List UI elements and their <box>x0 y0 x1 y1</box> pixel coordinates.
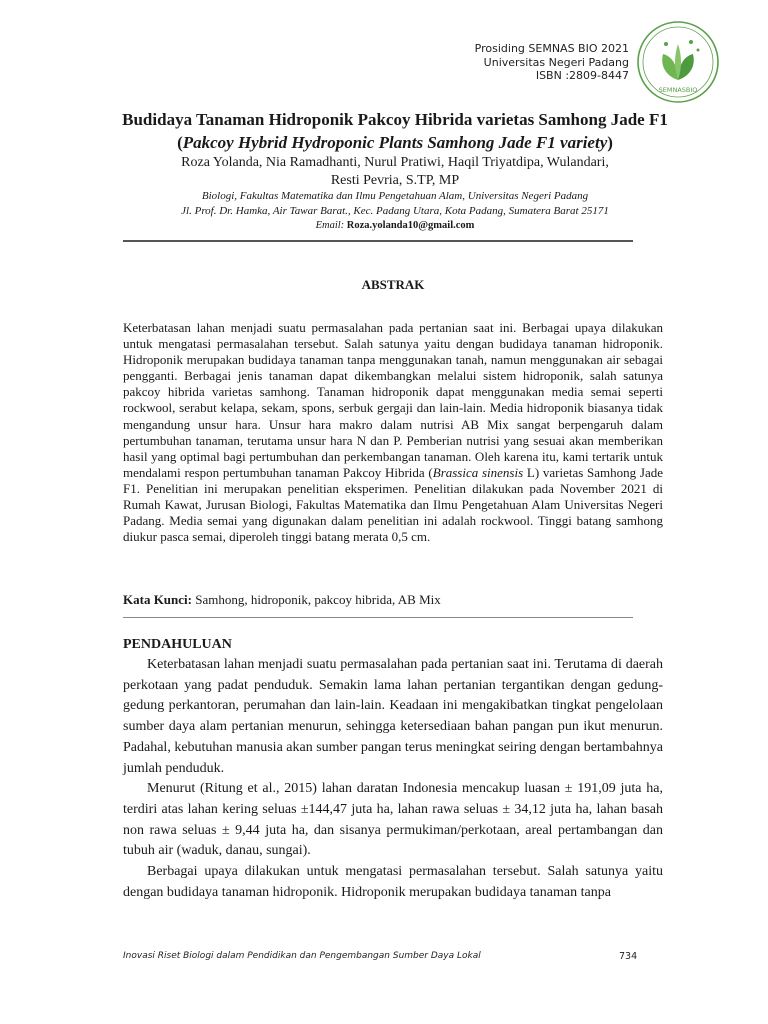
authors-line-1: Roza Yolanda, Nia Ramadhanti, Nurul Pratiwi, Haqil Triyatdipa, Wulandari, <box>181 155 609 170</box>
paper-title <box>100 108 690 154</box>
affiliation-line-2: Jl. Prof. Dr. Hamka, Air Tawar Barat., Kec. Padang Utara, Kota Padang, Sumatera Barat 25171 <box>181 205 609 217</box>
authors-line-2: Resti Pevria, S.TP, MP <box>330 173 460 188</box>
abstract-heading: ABSTRAK <box>361 277 425 292</box>
email-line <box>100 219 690 232</box>
keywords-value: Samhong, hidroponik, pakcoy hibrida, AB Mix <box>191 592 441 607</box>
university-name: Universitas Negeri Padang <box>483 55 629 69</box>
proceedings-name: Prosiding SEMNAS BIO 2021 <box>474 42 629 55</box>
keywords-label: Kata Kunci: <box>123 592 192 607</box>
keywords <box>123 592 663 608</box>
species-name: Brassica sinensis <box>432 464 524 480</box>
abstract-text <box>123 320 663 545</box>
semnasbio-logo <box>636 20 720 104</box>
abstract-part-1: Keterbatasan lahan menjadi suatu permasalahan pada pertanian saat ini. Berbagai upaya dilakukan untuk mengatasi permasalahan tersebut. Salah satunya yaitu dengan budidaya tanaman hidroponik. Hidroponik merupakan budidaya tanaman tanpa menggunakan tanah, namun menggunakan air sebagai pengganti. Berbagai jenis tanaman dapat dikembangkan melalui sistem hidroponik, salah satunya pakcoy hibrida varietas samhong. Tanaman hidroponik dapat menggunakan media semai seperti rockwool, serabut kelapa, sekam, spons, serbuk gergaji dan lain-lain. Media hidroponik biasanya tidak mengandung unsur hara. Unsur hara makro dalam nutrisi AB Mix sangat berpengaruh dalam pertumbuhan tanaman, terutama unsur hara N dan P. Pemberian nutrisi yang sesuai akan memberikan hasil yang optimal bagi pertumbuhan dan perkembangan tanaman. Oleh karena itu, kami tertarik untuk mendalami respon pertumbuhan tanaman Pakcoy Hibrida ( <box>123 320 663 480</box>
title-main: Budidaya Tanaman Hidroponik Pakcoy Hibrida varietas Samhong Jade F1 ( <box>122 110 668 152</box>
isbn: ISBN :2809-8447 <box>535 69 629 82</box>
header-divider <box>123 240 633 242</box>
footer-text: Inovasi Riset Biologi dalam Pendidikan dan Pengembangan Sumber Daya Lokal <box>123 951 481 961</box>
logo-text: SEMNASBIO <box>658 86 698 94</box>
proceedings-header <box>475 42 629 83</box>
affiliation-line-1: Biologi, Fakultas Matematika dan Ilmu Pengetahuan Alam, Universitas Negeri Padang <box>201 190 589 202</box>
introduction-body <box>123 655 663 903</box>
paragraph: Menurut (Ritung et al., 2015) lahan daratan Indonesia mencakup luasan ± 191,09 juta ha, terdiri atas lahan kering seluas ±144,47 juta ha, lahan rawa seluas ± 34,12 juta ha, lahan basah non rawa seluas ± 9,44 juta ha, dan sisanya permukiman/perkotaan, areal pertambangan dan tubuh air (waduk, danau, sungai). <box>123 781 663 859</box>
affiliation <box>100 189 690 219</box>
abstract-part-2: L) varietas Samhong Jade F1. Penelitian ini merupakan penelitian eksperimen. Penelitian dilakukan pada November 2021 di Rumah Kawat, Jurusan Biologi, Fakultas Matematika dan Ilmu Pengetahuan Alam Universitas Negeri Padang. Media semai yang digunakan dalam penelitian ini adalah rockwool. Tinggi batang samhong diukur pasca semai, diperoleh tinggi batang merata 0,5 cm. <box>123 464 663 545</box>
email-label: Email: <box>315 220 345 231</box>
section-heading-introduction: PENDAHULUAN <box>123 637 232 652</box>
page-number: 734 <box>619 951 638 962</box>
abstract-divider <box>123 617 633 618</box>
title-english: Pakcoy Hybrid Hydroponic Plants Samhong Jade F1 variety <box>182 133 608 152</box>
author-list <box>100 154 690 190</box>
email-address: Roza.yolanda10@gmail.com <box>346 220 475 231</box>
paragraph: Berbagai upaya dilakukan untuk mengatasi permasalahan tersebut. Salah satunya yaitu dengan budidaya tanaman hidroponik. Hidroponik merupakan budidaya tanaman tanpa <box>123 864 663 900</box>
paragraph: Keterbatasan lahan menjadi suatu permasalahan pada pertanian saat ini. Terutama di daerah perkotaan yang padat penduduk. Semakin lama lahan pertanian tergantikan dengan gedung-gedung perkantoran, perumahan dan lain-lain. Keadaan ini mengakibatkan tingkat pengelolaan sumber daya alam pertanian menurun, sehingga ketersediaan bahan pangan pun ikut menurun. Padahal, kebutuhan manusia akan sumber pangan terus meningkat seiring dengan bertambahnya jumlah penduduk. <box>123 657 663 776</box>
title-close: ) <box>607 133 613 152</box>
